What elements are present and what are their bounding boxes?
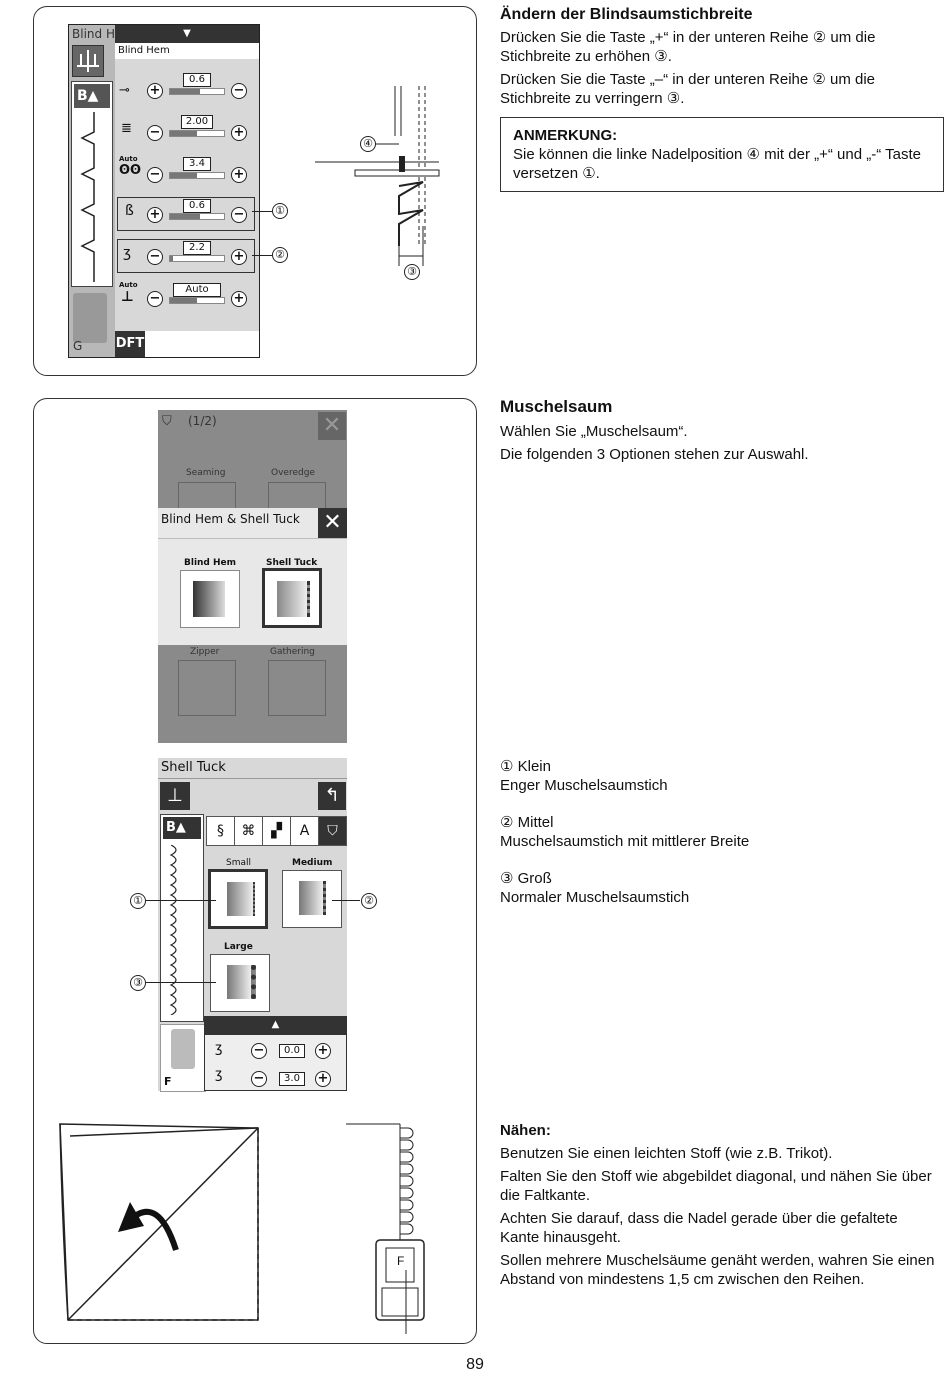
level-fill-2 [170, 131, 197, 136]
blind-hem-fabric-icon [193, 581, 225, 617]
option2-title: Mittel [517, 814, 554, 831]
popup-divider [158, 538, 347, 539]
section3-p1: Benutzen Sie einen leichten Stoff (wie z.B. Trikot). [500, 1145, 833, 1162]
foot-pressure-icon: ⊥ [121, 289, 134, 305]
minus-button-6[interactable]: − [147, 291, 163, 307]
label-small: Small [226, 858, 251, 868]
level-bar-5 [169, 255, 225, 262]
fabric-fold-diagram [58, 1120, 268, 1330]
option1-title: Klein [517, 758, 551, 775]
side-panel [69, 25, 115, 357]
level-fill-3 [170, 173, 197, 178]
value-5: 2.2 [183, 241, 211, 255]
level-fill-4 [170, 214, 200, 219]
option3-title: Groß [517, 870, 552, 887]
foot-panel [160, 1024, 206, 1092]
zipper-tile [178, 660, 236, 716]
minus-button-3[interactable]: − [147, 167, 163, 183]
level-fill-1 [170, 89, 200, 94]
sewing-foot-diagram [346, 1120, 436, 1340]
stitch-mode-icon[interactable]: ⊥ [160, 782, 190, 810]
shell-stitch-preview-icon [167, 845, 187, 1015]
level-fill-5 [170, 256, 173, 261]
popup-close-icon[interactable]: ✕ [318, 508, 347, 538]
plus-button-b[interactable]: + [315, 1071, 331, 1087]
plus-button-4[interactable]: + [147, 207, 163, 223]
category-seaming: Seaming [186, 468, 226, 478]
minus-button-a[interactable]: − [251, 1043, 267, 1059]
needle-drop-icon: ß [125, 203, 134, 219]
presser-foot-icon [73, 293, 107, 343]
plus-button-6[interactable]: + [231, 291, 247, 307]
callout-s3: ③ [130, 975, 146, 991]
callout-s1: ① [130, 893, 146, 909]
value-2: 2.00 [181, 115, 213, 129]
header-bar[interactable]: ▼ [115, 25, 259, 43]
mode-b-icon: B▲ [74, 84, 110, 108]
popup [158, 508, 347, 645]
seaming-tile [178, 482, 236, 510]
default-button[interactable]: DFT [115, 331, 145, 357]
category-gathering: Gathering [270, 647, 315, 657]
category-overedge: Overedge [271, 468, 315, 478]
option3-num: ③ [500, 870, 514, 887]
value-a: 0.0 [279, 1044, 305, 1058]
stitch-preview-panel [71, 81, 113, 287]
blind-hem-button[interactable] [180, 570, 240, 628]
medium-button[interactable] [282, 870, 342, 928]
mode-b-icon: B▲ [163, 817, 201, 839]
popup-title: Blind Hem & Shell Tuck [161, 512, 300, 526]
level-bar-2 [169, 130, 225, 137]
title-divider [158, 778, 347, 779]
blind-hem-label: Blind Hem [184, 558, 237, 568]
plus-button-3[interactable]: + [231, 167, 247, 183]
screen-title: Blind Hem [118, 45, 170, 56]
shell-tuck-button[interactable] [262, 568, 322, 628]
level-bar-4 [169, 213, 225, 220]
cross-stitch-icon[interactable] [72, 45, 104, 77]
tab-utility-icon[interactable]: § [206, 816, 235, 846]
section1-heading: Ändern der Blindsaumstichbreite [500, 6, 753, 23]
callout-s2: ② [361, 893, 377, 909]
label-large: Large [224, 942, 253, 952]
tension-icon: ʘʘ [119, 163, 142, 178]
tab-letters-icon[interactable]: A [290, 816, 319, 846]
section3-p2: Falten Sie den Stoff wie abgebildet diagonal, und nähen Sie über die Faltkante. [500, 1168, 932, 1204]
callout-line-2 [252, 255, 272, 256]
value-b: 3.0 [279, 1072, 305, 1086]
stitch-width-icon: ʒ [123, 245, 132, 261]
callout-s1-line [146, 900, 216, 901]
tab-buttonhole-icon[interactable]: ⌘ [234, 816, 263, 846]
section2-para2: Die folgenden 3 Optionen stehen zur Auswahl. [500, 446, 809, 463]
note-box [500, 117, 944, 192]
minus-button-5[interactable]: − [147, 249, 163, 265]
overedge-tile [268, 482, 326, 510]
presser-foot-f-icon [171, 1029, 195, 1069]
section3-p3: Achten Sie darauf, dass die Nadel gerade über die gefaltete Kante hinausgeht. [500, 1210, 898, 1246]
section1-text [500, 5, 940, 112]
minus-button-2[interactable]: − [147, 125, 163, 141]
option-small [500, 757, 940, 795]
value-3: 3.4 [183, 157, 211, 171]
minus-button-b[interactable]: − [251, 1071, 267, 1087]
section1-para2: Drücken Sie die Taste „–“ in der unteren Reihe ② um die Stichbreite zu verringern ③. [500, 71, 876, 107]
auto-tension-label: Auto [119, 155, 138, 163]
garment-icon: ⛉ [162, 414, 172, 429]
controls-area [204, 1034, 347, 1091]
large-button[interactable] [210, 954, 270, 1012]
gathering-tile [268, 660, 326, 716]
width-icon: ʒ [215, 1041, 223, 1056]
callout-line-1 [252, 211, 272, 212]
large-shell-icon [227, 965, 256, 999]
foot-letter: F [164, 1075, 172, 1088]
shell-tuck-title: Shell Tuck [161, 760, 226, 775]
side-title: Blind H [72, 27, 115, 41]
shell-tuck-label: Shell Tuck [266, 558, 318, 568]
callout-s3-line [146, 982, 216, 983]
section1-para1: Drücken Sie die Taste „+“ in der unteren Reihe ② um die Stichbreite zu erhöhen ③. [500, 29, 876, 65]
category-screen [158, 410, 347, 743]
shell-tuck-fabric-icon [277, 581, 310, 617]
option3-desc: Normaler Muschelsaumstich [500, 889, 690, 906]
option-large [500, 869, 940, 907]
blind-hem-screen [68, 24, 260, 358]
stitch-length-icon: ≣ [121, 121, 132, 136]
sewing-foot-letter: F [397, 1254, 405, 1268]
option1-num: ① [500, 758, 514, 775]
blind-stitch-preview-icon [72, 112, 112, 282]
value-6: Auto [173, 283, 221, 297]
category-zipper: Zipper [190, 647, 220, 657]
category-tabs [206, 816, 347, 846]
page-indicator: (1/2) [188, 414, 217, 428]
level-fill-6 [170, 298, 197, 303]
value-4: 0.6 [183, 199, 211, 213]
tab-garment-icon[interactable]: ⛉ [318, 816, 347, 846]
plus-button-5[interactable]: + [231, 249, 247, 265]
callout-2: ② [272, 247, 288, 263]
minus-button-4[interactable]: − [231, 207, 247, 223]
section3-p4: Sollen mehrere Muschelsäume genäht werden, wahren Sie einen Abstand von mindestens 1,5 cm zwischen den Reihen. [500, 1252, 935, 1288]
plus-button-1[interactable]: + [147, 83, 163, 99]
foot-letter: G [73, 339, 83, 353]
level-bar-1 [169, 88, 225, 95]
shell-tuck-screen [158, 758, 347, 1091]
section2-heading: Muschelsaum [500, 397, 613, 416]
note-title: ANMERKUNG: [513, 127, 618, 144]
needle-position-diagram [315, 86, 455, 286]
callout-3: ③ [404, 264, 420, 280]
callout-1: ① [272, 203, 288, 219]
section3-text [500, 1121, 940, 1293]
note-text: Sie können die linke Nadelposition ④ mit der „+“ und „-“ Taste versetzen ①. [513, 146, 921, 182]
section3-heading: Nähen: [500, 1122, 551, 1139]
medium-shell-icon [299, 881, 326, 915]
callout-s2-line [332, 900, 360, 901]
option1-desc: Enger Muschelsaumstich [500, 777, 668, 794]
close-icon-dim: ✕ [318, 412, 346, 440]
section2-text [500, 397, 940, 468]
page-number: 89 [466, 1356, 484, 1373]
section2-para1: Wählen Sie „Muschelsaum“. [500, 423, 688, 440]
auto-foot-label: Auto [119, 281, 138, 289]
stitch-preview [160, 814, 204, 1022]
minus-button-1[interactable]: − [231, 83, 247, 99]
plus-button-a[interactable]: + [315, 1043, 331, 1059]
option2-num: ② [500, 814, 514, 831]
needle-position-icon: ⊸ [119, 83, 130, 98]
length-icon: ʒ [215, 1067, 223, 1082]
level-bar-6 [169, 297, 225, 304]
level-bar-3 [169, 172, 225, 179]
option2-desc: Muschelsaumstich mit mittlerer Breite [500, 833, 750, 850]
expand-bar[interactable]: ▲ [204, 1016, 347, 1034]
small-button[interactable] [208, 869, 268, 929]
callout-4: ④ [360, 136, 376, 152]
option-medium [500, 813, 940, 851]
label-medium: Medium [292, 858, 333, 868]
small-shell-icon [227, 882, 255, 916]
tab-decorative-icon[interactable]: ▞ [262, 816, 291, 846]
plus-button-2[interactable]: + [231, 125, 247, 141]
value-1: 0.6 [183, 73, 211, 87]
back-icon[interactable]: ↰ [318, 782, 346, 810]
